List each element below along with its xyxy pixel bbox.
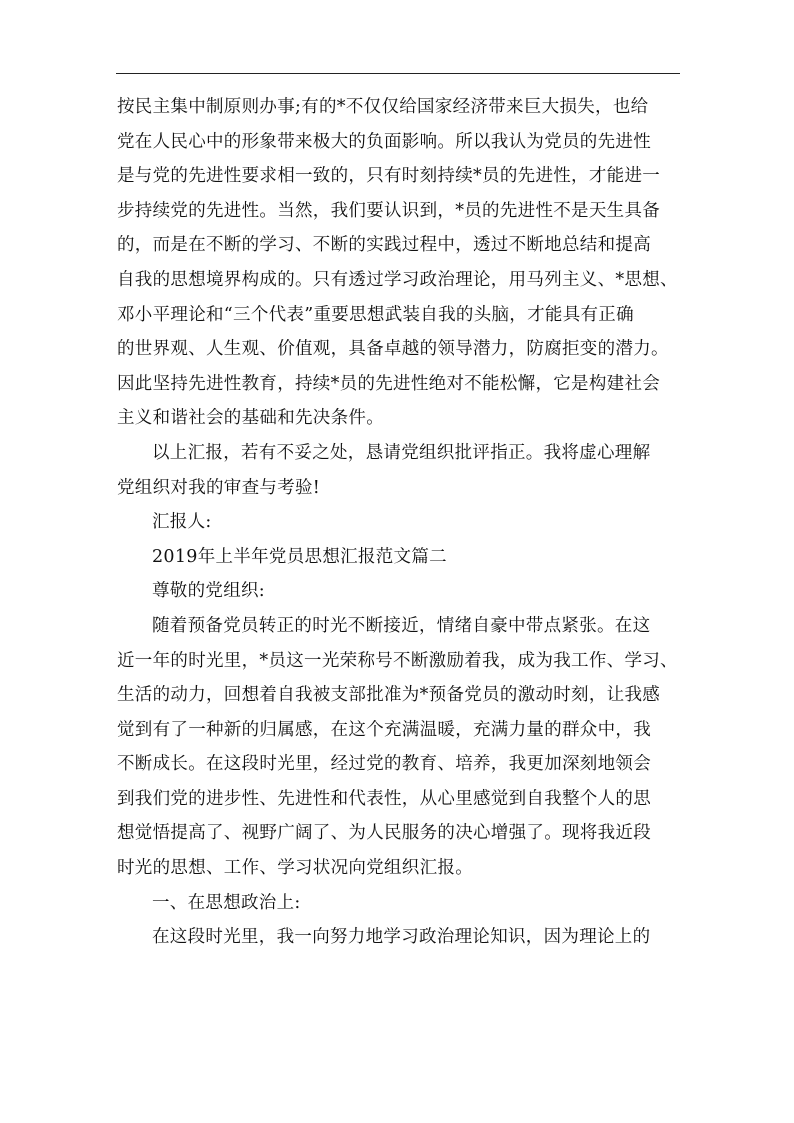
text-line: 步持续党的先进性。当然，我们要认识到，*员的先进性不是天生具备: [117, 200, 661, 221]
text-line: 按民主集中制原则办事;有的*不仅仅给国家经济带来巨大损失，也给: [117, 97, 649, 117]
text-line: 时光的思想、工作、学习状况向党组织汇报。: [117, 858, 473, 879]
subsection-heading: 一、在思想政治上:: [152, 892, 301, 913]
text-line: 是与党的先进性要求相一致的，只有时刻持续*员的先进性，才能进一: [117, 166, 661, 187]
document-body: [117, 90, 679, 955]
text-line: 因此坚持先进性教育，持续*员的先进性绝对不能松懈，它是构建社会: [117, 373, 661, 394]
text-line: 的世界观、人生观、价值观，具备卓越的领导潜力，防腐拒变的潜力。: [117, 339, 669, 360]
text-line: 生活的动力，回想着自我被支部批准为*预备党员的激动时刻，让我感: [117, 685, 661, 706]
header-divider: [116, 73, 680, 74]
text-line: 不断成长。在这段时光里，经过党的教育、培养，我更加深刻地领会: [117, 754, 651, 775]
text-line: 党在人民心中的形象带来极大的负面影响。所以我认为党员的先进性: [117, 131, 651, 152]
section-title: 2019年上半年党员思想汇报范文篇二: [152, 546, 447, 567]
reporter-label: 汇报人:: [152, 512, 212, 533]
text-line: 主义和谐社会的基础和先决条件。: [117, 408, 384, 429]
paragraph-start-line: 在这段时光里，我一向努力地学习政治理论知识，因为理论上的: [152, 927, 651, 948]
paragraph-start-line: 随着预备党员转正的时光不断接近，情绪自豪中带点紧张。在这: [152, 615, 651, 636]
text-line: 邓小平理论和“三个代表”重要思想武装自我的头脑，才能具有正确: [117, 304, 634, 325]
text-line: 觉到有了一种新的归属感，在这个充满温暖，充满力量的群众中，我: [117, 719, 651, 740]
text-line: 自我的思想境界构成的。只有透过学习政治理论，用马列主义、*思想、: [117, 269, 678, 290]
text-line: 的，而是在不断的学习、不断的实践过程中，透过不断地总结和提高: [117, 235, 651, 256]
text-line: 到我们党的进步性、先进性和代表性，从心里感觉到自我整个人的思: [117, 788, 651, 809]
salutation: 尊敬的党组织:: [152, 581, 265, 602]
paragraph-start-line: 以上汇报，若有不妥之处，恳请党组织批评指正。我将虚心理解: [152, 442, 651, 463]
text-line: 想觉悟提高了、视野广阔了、为人民服务的决心增强了。现将我近段: [117, 823, 651, 844]
text-line: 党组织对我的审查与考验!: [117, 477, 321, 498]
text-line: 近一年的时光里，*员这一光荣称号不断激励着我，成为我工作、学习、: [117, 650, 678, 671]
